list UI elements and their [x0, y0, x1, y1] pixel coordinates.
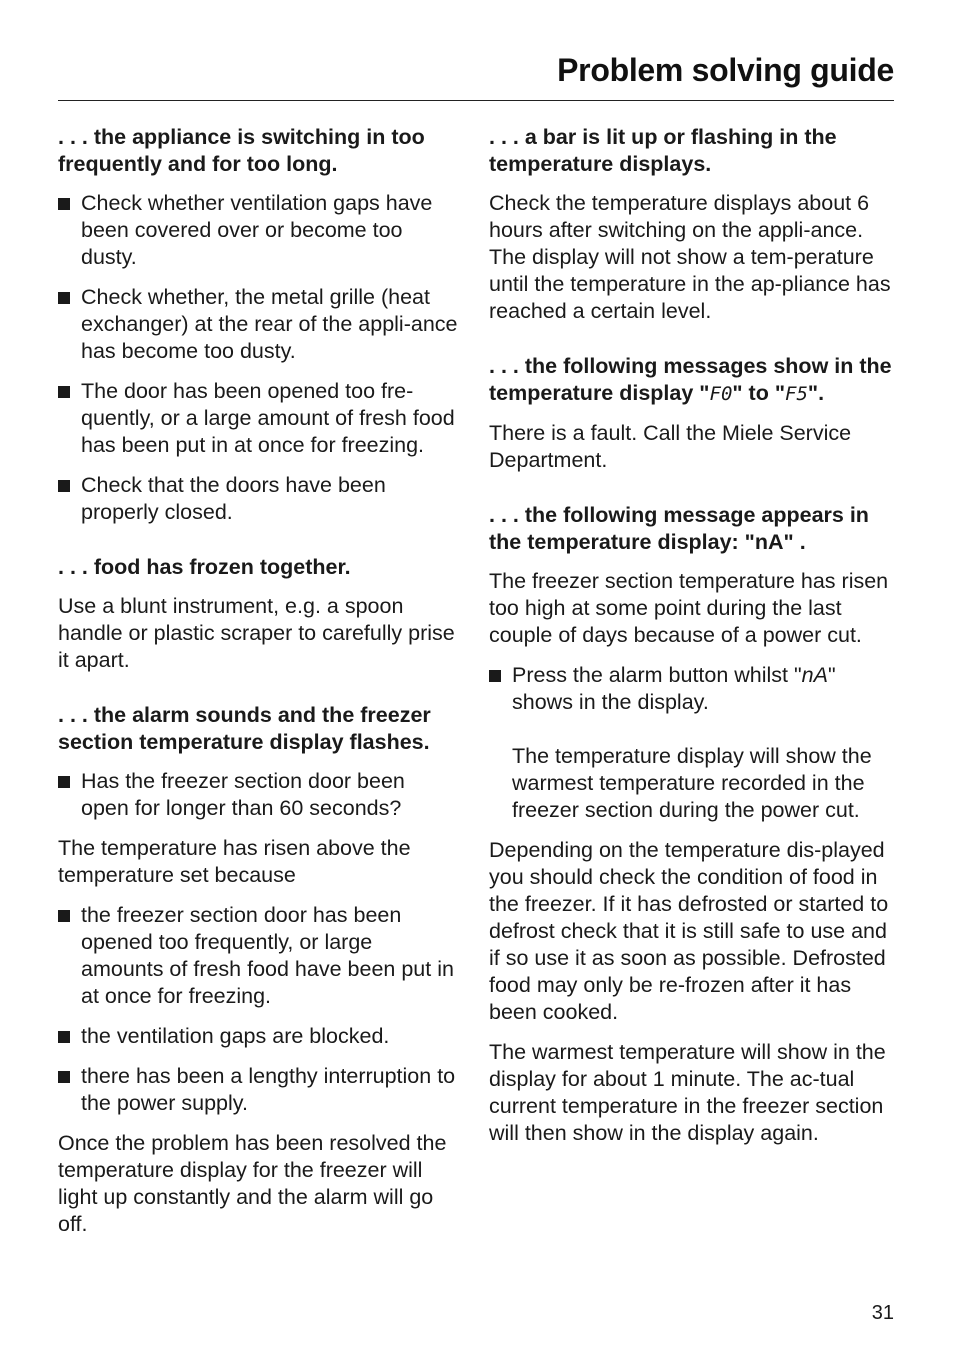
na-text: The freezer section temperature has risen too high at some point during the last couple of days because of a power cut.: [489, 569, 889, 647]
alarm-question: [58, 768, 458, 822]
na-note: The temperature display will show the warmest temperature recorded in the freezer section during the power cut.: [512, 744, 872, 822]
frozen-text: Use a blunt instrument, e.g. a spoon handle or plastic scraper to carefully prise it apart.: [58, 594, 455, 672]
na-instructions: [489, 662, 897, 824]
na-text-3: The warmest temperature will show in the display for about 1 minute. The ac-tual current temperature in the freezer section will then show in the display again.: [489, 1040, 886, 1145]
list-item: Check whether, the metal grille (heat exchanger) at the rear of the appli-ance has become too dusty.: [58, 284, 458, 365]
alarm-text: The temperature has risen above the temperature set because: [58, 836, 411, 887]
alarm-causes: [58, 902, 458, 1117]
header-rule: [58, 100, 894, 101]
list-item: Has the freezer section door been open for longer than 60 seconds?: [58, 768, 458, 822]
left-column: [58, 124, 458, 1251]
list-item: The door has been opened too fre-quently, or a large amount of fresh food has been put in at once for freezing.: [58, 378, 458, 459]
list-item: the freezer section door has been opened too frequently, or large amounts of fresh food have been put in at once for freezing.: [58, 902, 458, 1010]
display-code-na: nA: [801, 663, 828, 687]
list-item: Check that the doors have been properly closed.: [58, 472, 458, 526]
fault-text: There is a fault. Call the Miele Service Department.: [489, 421, 852, 472]
na-text-2: Depending on the temperature dis-played you should check the condition of food in the freezer. If it has defrosted or started to defrost check that it is still safe to use and if so use it as soon as possible. Defrosted food may only be re-frozen after it has been cooked.: [489, 838, 889, 1024]
alarm-closing: Once the problem has been resolved the temperature display for the freezer will light up constantly and the alarm will go off.: [58, 1131, 447, 1236]
page-number: 31: [871, 1302, 894, 1324]
list-item: there has been a lengthy interruption to the power supply.: [58, 1063, 458, 1117]
section-heading-alarm: . . . the alarm sounds and the freezer section temperature display flashes.: [58, 703, 431, 754]
list-item: Check whether ventilation gaps have been covered over or become too dusty.: [58, 190, 458, 271]
display-code-f5: F5: [785, 383, 808, 405]
list-item: Press the alarm button whilst "nA" shows in the display. The temperature display will show the warmest temperature recorded in the freezer section during the power cut.: [489, 662, 897, 824]
section-heading-bar: . . . a bar is lit up or flashing in the temperature displays.: [489, 125, 837, 176]
display-code-f0: F0: [709, 383, 733, 405]
right-column: [489, 124, 897, 1160]
bar-text: Check the temperature displays about 6 hours after switching on the appli-ance. The display will not show a tem-perature until the temperature in the ap-pliance has reached a certain level.: [489, 191, 891, 323]
section-heading-frozen: . . . food has frozen together.: [58, 555, 351, 579]
section-heading-switching: . . . the appliance is switching in too frequently and for too long.: [58, 125, 425, 176]
list-item: the ventilation gaps are blocked.: [58, 1023, 458, 1050]
page-title: Problem solving guide: [557, 52, 894, 88]
switching-checklist: [58, 190, 458, 526]
section-heading-messages: . . . the following messages show in the temperature display "F0" to "F5".: [489, 354, 892, 405]
section-heading-na: . . . the following message appears in the temperature display: "nA" .: [489, 503, 869, 554]
